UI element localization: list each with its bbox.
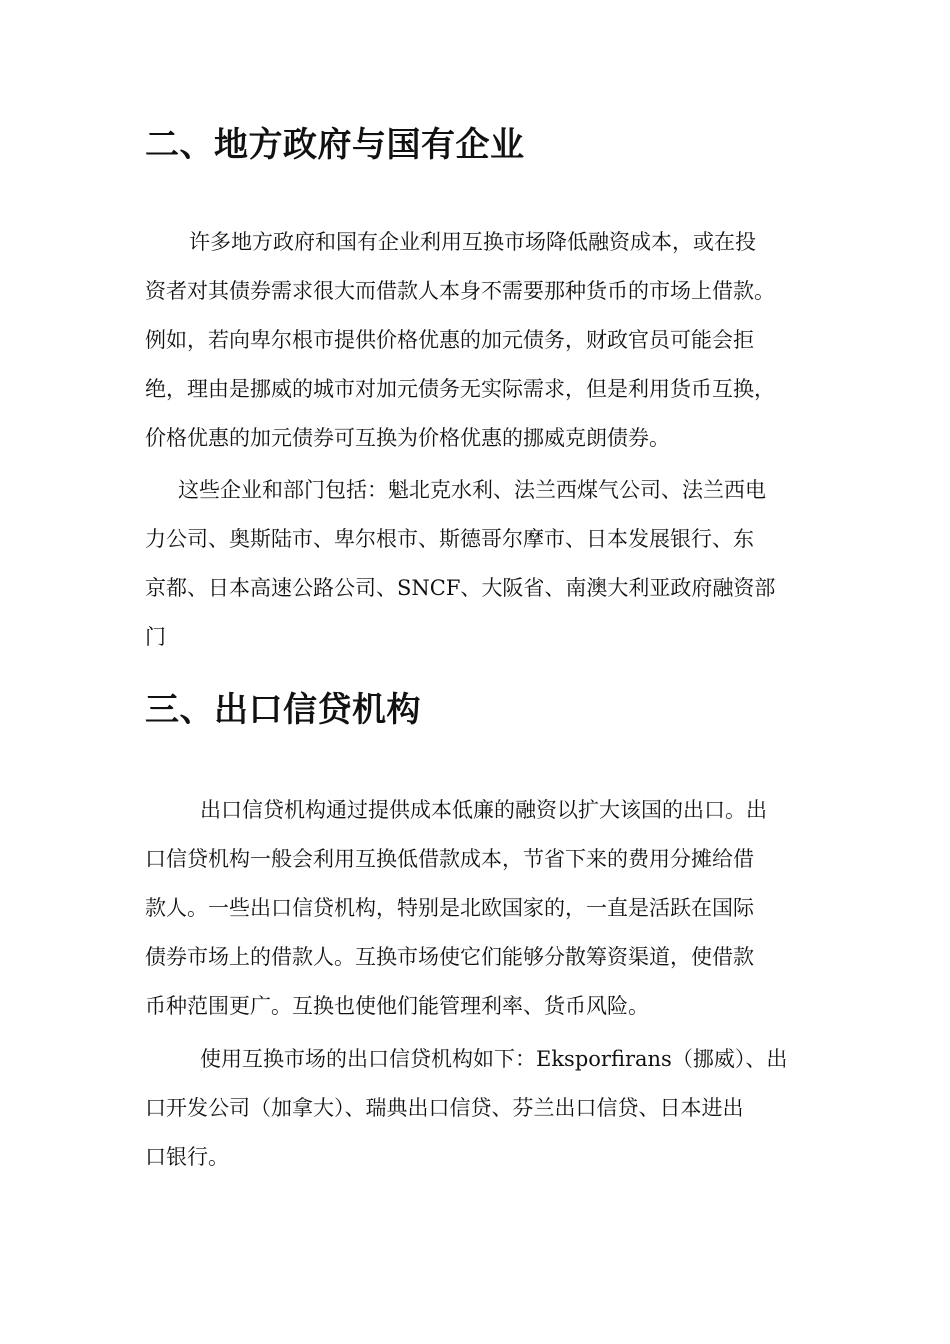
paragraph-line: 口银行。 [145,1145,229,1169]
paragraph-line: 这些企业和部门包括：魁北克水利、法兰西煤气公司、法兰西电 [178,478,766,502]
paragraph-line: 例如，若向卑尔根市提供价格优惠的加元债务，财政官员可能会拒 [145,328,754,352]
paragraph-line: 款人。一些出口信贷机构，特别是北欧国家的，一直是活跃在国际 [145,896,754,920]
paragraph-line: 出口信贷机构通过提供成本低廉的融资以扩大该国的出口。出 [200,798,767,822]
paragraph-line: 京都、日本高速公路公司、SNCF、大阪省、南澳大利亚政府融资部 [145,576,776,600]
paragraph-line: 绝，理由是挪威的城市对加元债务无实际需求，但是利用货币互换， [145,377,775,401]
paragraph-line: 力公司、奥斯陆市、卑尔根市、斯德哥尔摩市、日本发展银行、东 [145,527,754,551]
paragraph-line: 使用互换市场的出口信贷机构如下：Eksporfirans（挪威）、出 [200,1047,788,1071]
section2-heading: 二、地方政府与国有企业 [145,125,525,165]
paragraph-line: 口开发公司（加拿大）、瑞典出口信贷、芬兰出口信贷、日本进出 [145,1096,744,1120]
section3-heading: 三、出口信贷机构 [145,690,421,730]
paragraph-line: 门 [145,625,166,649]
paragraph-line: 许多地方政府和国有企业利用互换市场降低融资成本，或在投 [189,230,756,254]
paragraph-line: 价格优惠的加元债券可互换为价格优惠的挪威克朗债券。 [145,426,670,450]
paragraph-line: 币种范围更广。互换也使他们能管理利率、货币风险。 [145,994,649,1018]
paragraph-line: 资者对其债券需求很大而借款人本身不需要那种货币的市场上借款。 [145,279,775,303]
paragraph-line: 债券市场上的借款人。互换市场使它们能够分散筹资渠道，使借款 [145,945,754,969]
paragraph-line: 口信贷机构一般会利用互换低借款成本，节省下来的费用分摊给借 [145,847,754,871]
